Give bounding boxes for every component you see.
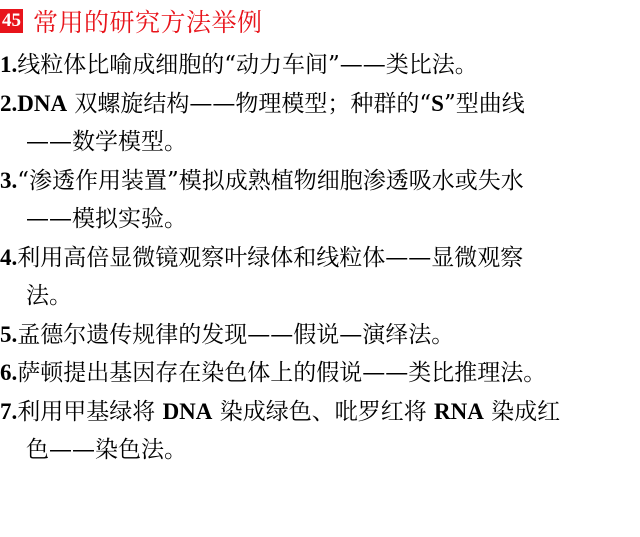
item-number: 3. — [0, 167, 18, 193]
list-item-5 — [0, 316, 640, 355]
item-text-continuation: 法。 — [26, 283, 72, 309]
list-item-6 — [0, 354, 640, 393]
list-item-4 — [0, 239, 640, 316]
item-text: 线粒体比喻成细胞的“动力车间”——类比法。 — [17, 52, 478, 78]
method-list — [0, 46, 640, 470]
section-number-badge: 45 — [2, 10, 21, 31]
list-item-3 — [0, 162, 640, 239]
section-title: 常用的研究方法举例 — [33, 8, 263, 37]
item-text: “渗透作用装置”模拟成熟植物细胞渗透吸水或失水 — [17, 167, 524, 194]
item-number: 6. — [0, 360, 18, 385]
list-item-1 — [0, 46, 640, 85]
item-text: 孟德尔遗传规律的发现——假说—演绎法。 — [17, 321, 455, 348]
item-text: 利用高倍显微镜观察叶绿体和线粒体——显微观察 — [17, 244, 524, 271]
list-item-2 — [0, 85, 640, 162]
list-item-7 — [0, 393, 640, 470]
item-number: 1. — [0, 52, 18, 77]
item-text-continuation: ——数学模型。 — [26, 129, 187, 155]
item-number: 4. — [0, 244, 18, 270]
item-text-continuation: ——模拟实验。 — [26, 206, 187, 232]
item-text: DNA 双螺旋结构——物理模型；种群的“S”型曲线 — [17, 90, 525, 117]
item-number: 2. — [0, 90, 18, 116]
item-number: 7. — [0, 398, 18, 424]
item-number: 5. — [0, 321, 18, 347]
item-text: 萨顿提出基因存在染色体上的假说——类比推理法。 — [17, 360, 547, 386]
section-header — [0, 4, 263, 38]
item-text: 利用甲基绿将 DNA 染成绿色、吡罗红将 RNA 染成红 — [17, 398, 561, 425]
item-text-continuation: 色——染色法。 — [26, 437, 187, 463]
